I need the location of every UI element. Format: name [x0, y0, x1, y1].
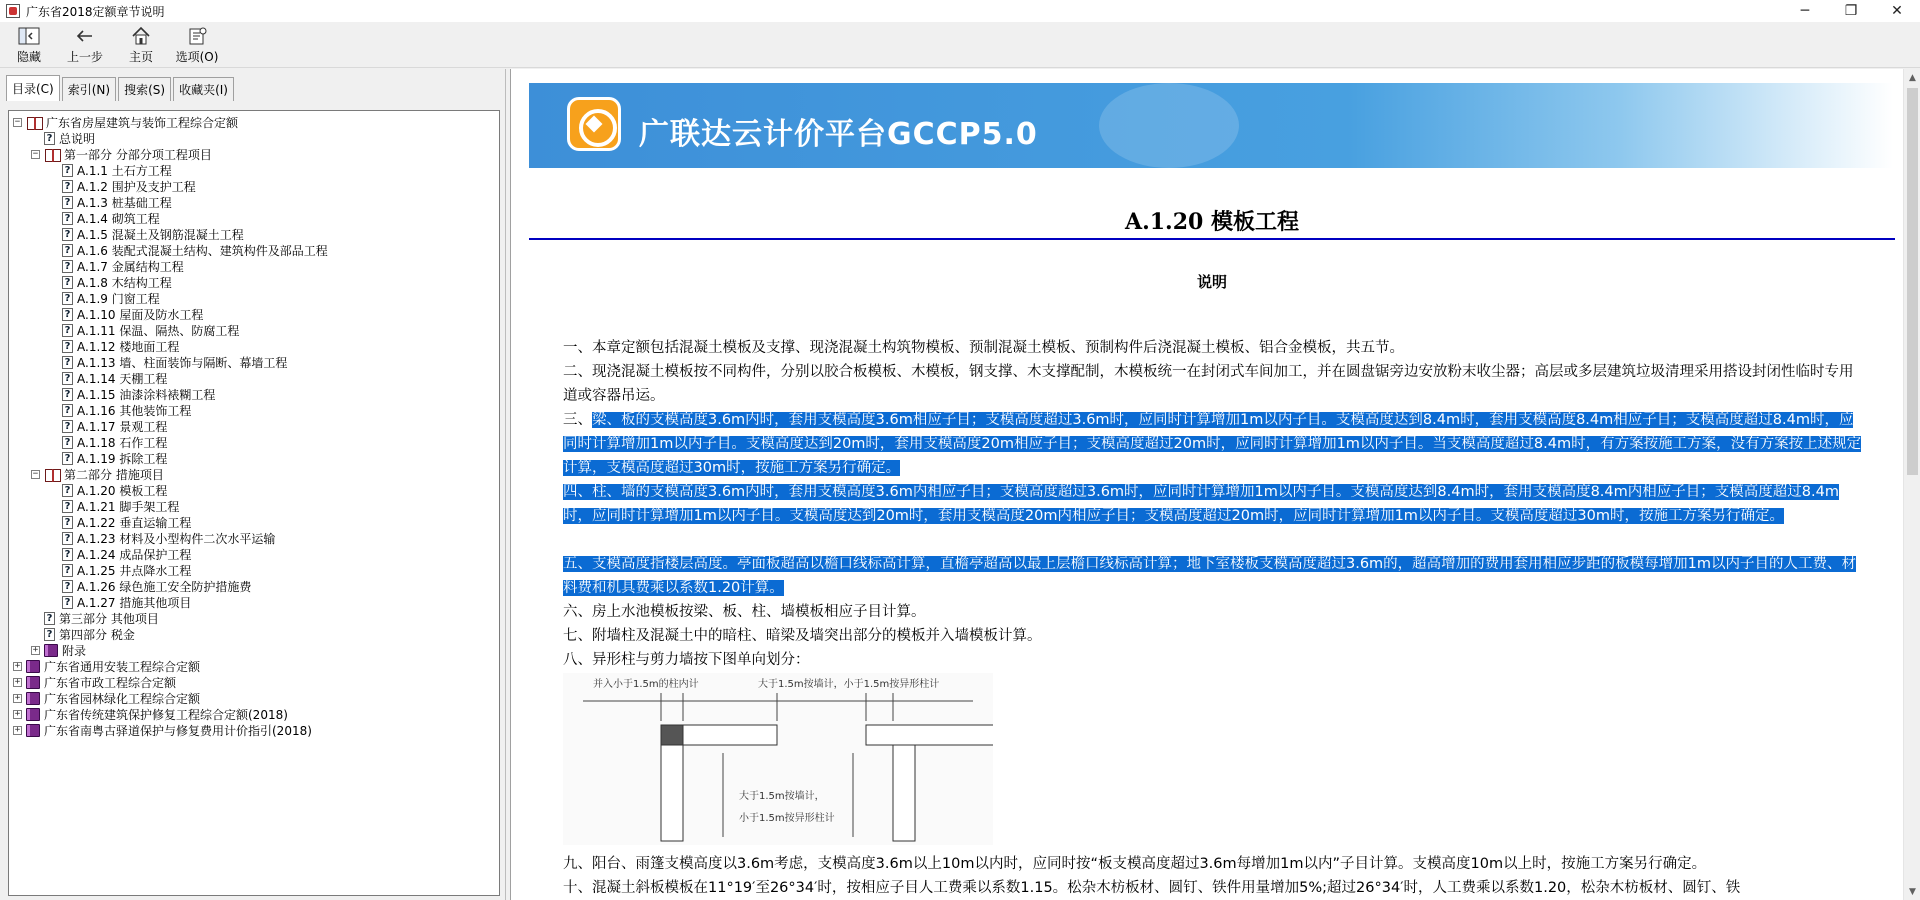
scroll-down-icon[interactable]: ▼: [1909, 886, 1916, 897]
help-topic-icon: ?: [62, 596, 73, 609]
diagram-label-a: 并入小于1.5m的柱内计: [593, 679, 699, 690]
paragraph-10: 十、混凝土斜板模板在11°19′至26°34′时，按相应子目人工费乘以系数1.15。松杂木枋板材、圆钉、铁件用量增加5%;超过26°34′时，人工费乘以系数1.20，松杂木枋板材、圆钉、铁: [563, 880, 1741, 896]
tree-item[interactable]: [9, 194, 499, 210]
tree-item-label: A.1.10 屋面及防水工程: [77, 307, 204, 322]
tree-item-label: A.1.17 景观工程: [77, 419, 168, 434]
tree-item[interactable]: [9, 546, 499, 562]
topic-content: [529, 83, 1903, 900]
tree-item-label: A.1.21 脚手架工程: [77, 499, 180, 514]
tree-item-label: A.1.25 井点降水工程: [77, 563, 192, 578]
topic-subheading: 说明: [1196, 273, 1227, 291]
tree-item[interactable]: [9, 498, 499, 514]
tree-item[interactable]: [9, 386, 499, 402]
tree-item[interactable]: [9, 450, 499, 466]
tree-item-label: A.1.3 桩基础工程: [77, 195, 172, 210]
column-wall-diagram: [563, 673, 993, 845]
back-arrow-icon: [74, 25, 96, 47]
tree-item[interactable]: [9, 402, 499, 418]
tree-item-label: A.1.16 其他装饰工程: [77, 403, 192, 418]
back-label: 上一步: [66, 50, 103, 64]
tree-item[interactable]: [9, 626, 499, 642]
paragraph-3-selected: 梁、板的支模高度3.6m内时，套用支模高度3.6m相应子目；支模高度超过3.6m时，应同时计算增加1m以内子目。支模高度达到8.4m时，套用支模高度8.4m相应子目；支模高度超过8.4m时，应同时计算增加1m以内子目。支模高度达到20m时，套用支模高度20m相应子目；支模高度超过20m时，应同时计算增加1m以内子目。当支模高度超过8.4m时，有方案按施工方案，没有方案按上述规定计算，支模高度超过30m时，按施工方案另行确定。: [563, 412, 1862, 476]
tree-item[interactable]: [9, 642, 499, 658]
help-topic-icon: ?: [62, 548, 73, 561]
tree-item-label: 广东省通用安装工程综合定额: [44, 659, 201, 674]
tree-item[interactable]: [9, 226, 499, 242]
tree-item[interactable]: [9, 578, 499, 594]
help-topic-icon: ?: [44, 612, 55, 625]
nav-tabs: [6, 77, 236, 101]
tree-item[interactable]: [9, 146, 499, 162]
topic-heading: A.1.20 模板工程: [1125, 209, 1299, 235]
open-book-icon: [26, 116, 42, 129]
closed-book-icon: [26, 660, 40, 673]
tree-item-label: A.1.2 围护及支护工程: [77, 179, 196, 194]
tree-item[interactable]: [9, 242, 499, 258]
vertical-scrollbar[interactable]: [1903, 69, 1920, 900]
help-topic-icon: ?: [62, 420, 73, 433]
help-topic-icon: ?: [62, 356, 73, 369]
options-label: 选项(O): [175, 50, 219, 64]
tree-item[interactable]: [9, 418, 499, 434]
tree-item-label: A.1.14 天棚工程: [77, 371, 168, 386]
toolbar: [0, 22, 1920, 68]
help-topic-icon: ?: [62, 500, 73, 513]
help-topic-icon: ?: [62, 308, 73, 321]
tree-item-label: 广东省市政工程综合定额: [44, 675, 177, 690]
expand-icon[interactable]: +: [14, 660, 21, 671]
help-topic-icon: ?: [62, 452, 73, 465]
tree-item[interactable]: [9, 562, 499, 578]
tree-item-label: 广东省房屋建筑与装饰工程综合定额: [46, 115, 239, 130]
tree-item-label: 总说明: [59, 131, 96, 146]
closed-book-icon: [26, 708, 40, 721]
tree-item[interactable]: [9, 114, 499, 130]
tree-item[interactable]: [9, 370, 499, 386]
help-topic-icon: ?: [62, 228, 73, 241]
tree-item-label: A.1.4 砌筑工程: [77, 211, 160, 226]
paragraph-4-selected: 四、柱、墙的支模高度3.6m内时，套用支模高度3.6m内相应子目；支模高度超过3.6m时，应同时计算增加1m以内子目。支模高度达到8.4m时，套用支模高度8.4m内相应子目；支模高度超过8.4m时，应同时计算增加1m以内子目。支模高度达到20m时，套用支模高度20m内相应子目；支模高度超过20m时，应同时计算增加1m以内子目。支模高度超过30m时，按施工方案另行确定。: [563, 484, 1839, 524]
tree-item[interactable]: [9, 210, 499, 226]
options-icon: [186, 25, 208, 47]
tree-item-label: 广东省传统建筑保护修复工程综合定额(2018): [44, 707, 288, 722]
help-topic-icon: ?: [62, 388, 73, 401]
close-button[interactable]: ✕: [1891, 3, 1903, 19]
help-topic-icon: ?: [62, 484, 73, 497]
help-topic-icon: ?: [62, 580, 73, 593]
title-bar: [0, 0, 1920, 22]
contents-tree: [8, 110, 500, 896]
paragraph-7: 七、附墙柱及混凝土中的暗柱、暗梁及墙突出部分的模板并入墙模板计算。: [563, 628, 1042, 644]
help-topic-icon: ?: [62, 276, 73, 289]
diagram-label-c: 大于1.5m按墙计，: [739, 791, 825, 802]
closed-book-icon: [26, 724, 40, 737]
paragraph-5: [563, 552, 1865, 600]
help-topic-icon: ?: [62, 180, 73, 193]
tree-item[interactable]: [9, 722, 499, 738]
tree-item[interactable]: [9, 162, 499, 178]
tree-item-label: 广东省南粤古驿道保护与修复费用计价指引(2018): [44, 723, 312, 738]
tree-item[interactable]: [9, 290, 499, 306]
tab-index[interactable]: 索引(N): [62, 77, 116, 101]
help-topic-icon: ?: [62, 164, 73, 177]
tree-item-label: A.1.18 石作工程: [77, 435, 168, 450]
expand-icon[interactable]: +: [14, 724, 21, 735]
options-button[interactable]: [174, 22, 220, 65]
tree-item-label: A.1.6 装配式混凝土结构、建筑构件及部品工程: [77, 243, 328, 258]
paragraph-3-number: 三、: [563, 412, 592, 428]
help-topic-icon: ?: [44, 132, 55, 145]
help-topic-icon: ?: [62, 564, 73, 577]
paragraph-3: [563, 408, 1865, 480]
tab-favorites[interactable]: 收藏夹(I): [173, 77, 234, 101]
tree-item-label: A.1.15 油漆涂料裱糊工程: [77, 387, 216, 402]
home-icon: [130, 25, 152, 47]
tab-search[interactable]: 搜索(S): [118, 77, 171, 101]
collapse-icon[interactable]: −: [32, 468, 39, 479]
collapse-icon[interactable]: −: [14, 116, 21, 127]
diagram-label-b: 大于1.5m按墙计，小于1.5m按异形柱计: [758, 679, 940, 690]
minimize-button[interactable]: ─: [1800, 3, 1810, 19]
home-label: 主页: [128, 50, 153, 64]
collapse-icon[interactable]: −: [32, 148, 39, 159]
tree-item[interactable]: [9, 258, 499, 274]
tree-item-label: A.1.7 金属结构工程: [77, 259, 184, 274]
tree-item[interactable]: [9, 706, 499, 722]
tree-item-label: A.1.1 土石方工程: [77, 163, 172, 178]
help-topic-icon: ?: [62, 324, 73, 337]
tree-item-label: A.1.23 材料及小型构件二次水平运输: [77, 531, 276, 546]
paragraph-8: 八、异形柱与剪力墙按下图单向划分：: [563, 652, 810, 668]
expand-icon[interactable]: +: [32, 644, 39, 655]
help-topic-icon: ?: [62, 260, 73, 273]
tree-item[interactable]: [9, 338, 499, 354]
help-topic-icon: ?: [62, 212, 73, 225]
help-topic-icon: ?: [62, 340, 73, 353]
app-icon: [6, 4, 20, 18]
open-book-icon: [44, 468, 60, 481]
hide-icon: [18, 25, 40, 47]
tree-item-label: A.1.11 保温、隔热、防腐工程: [77, 323, 240, 338]
tree-item-label: 第二部分 措施项目: [64, 467, 164, 482]
closed-book-icon: [44, 644, 58, 657]
topic-pane: [510, 69, 1920, 900]
help-topic-icon: ?: [62, 404, 73, 417]
tree-item-label: A.1.20 模板工程: [77, 483, 168, 498]
paragraph-4: [563, 480, 1865, 528]
tree-item[interactable]: [9, 130, 499, 146]
tree-item-label: 第一部分 分部分项工程项目: [64, 147, 212, 162]
tree-item-label: 广东省园林绿化工程综合定额: [44, 691, 201, 706]
tree-item[interactable]: [9, 434, 499, 450]
scroll-thumb[interactable]: [1907, 88, 1918, 475]
tree-item-label: A.1.22 垂直运输工程: [77, 515, 192, 530]
tree-item[interactable]: [9, 178, 499, 194]
back-button[interactable]: [62, 22, 108, 65]
tab-contents[interactable]: 目录(C): [6, 75, 60, 101]
tree-item-label: A.1.24 成品保护工程: [77, 547, 192, 562]
scroll-up-icon[interactable]: ▲: [1909, 72, 1916, 83]
help-topic-icon: ?: [62, 532, 73, 545]
tree-item-label: A.1.5 混凝土及钢筋混凝土工程: [77, 227, 244, 242]
heading-divider: [529, 238, 1895, 240]
tree-item-label: A.1.13 墙、柱面装饰与隔断、幕墙工程: [77, 355, 288, 370]
product-banner: [529, 83, 1893, 168]
paragraph-1: 一、本章定额包括混凝土模板及支撑、现浇混凝土构筑物模板、预制混凝土模板、预制构件后浇混凝土模板、铝合金模板，共五节。: [563, 340, 1404, 356]
tree-item-label: 第三部分 其他项目: [59, 611, 159, 626]
paragraph-2: 二、现浇混凝土模板按不同构件，分别以胶合板模板、木模板，钢支撑、木支撑配制，木模板统一在封闭式车间加工，并在圆盘锯旁边安放粉末收尘器；高层或多层建筑垃圾清理采用搭设封闭性临时专用道或容器吊运。: [563, 364, 1854, 404]
navigation-pane: [0, 69, 506, 900]
tree-item-label: A.1.26 绿色施工安全防护措施费: [77, 579, 252, 594]
tree-item[interactable]: [9, 514, 499, 530]
tree-item[interactable]: [9, 322, 499, 338]
tree-item[interactable]: [9, 274, 499, 290]
hide-button[interactable]: [6, 22, 52, 65]
closed-book-icon: [26, 676, 40, 689]
help-topic-icon: ?: [44, 628, 55, 641]
open-book-icon: [44, 148, 60, 161]
tree-item[interactable]: [9, 690, 499, 706]
tree-item[interactable]: [9, 674, 499, 690]
tree-item[interactable]: [9, 306, 499, 322]
restore-button[interactable]: ❐: [1844, 3, 1858, 19]
tree-item[interactable]: [9, 354, 499, 370]
help-topic-icon: ?: [62, 436, 73, 449]
paragraph-9: 九、阳台、雨篷支模高度以3.6m考虑，支模高度3.6m以上10m以内时，应同时按“板支模高度超过3.6m每增加1m以内”子目计算。支模高度10m以上时，按施工方案另行确定。: [563, 856, 1707, 872]
expand-icon[interactable]: +: [14, 692, 21, 703]
banner-decoration: [1099, 83, 1239, 168]
tree-item[interactable]: [9, 658, 499, 674]
tree-item-label: A.1.8 木结构工程: [77, 275, 172, 290]
tree-item[interactable]: [9, 594, 499, 610]
tree-item-label: A.1.27 措施其他项目: [77, 595, 192, 610]
tree-item[interactable]: [9, 466, 499, 482]
tree-item[interactable]: [9, 482, 499, 498]
expand-icon[interactable]: +: [14, 676, 21, 687]
hide-label: 隐藏: [16, 50, 41, 64]
tree-item-label: A.1.19 拆除工程: [77, 451, 168, 466]
window-title: 广东省2018定额章节说明: [26, 4, 165, 19]
tree-item[interactable]: [9, 610, 499, 626]
banner-title: 广联达云计价平台GCCP5.0: [639, 117, 1038, 152]
paragraph-5-selected: 五、支模高度指楼层高度。亭面板超高以檐口线标高计算，直檐亭超高以最上层檐口线标高计算；地下室楼板支模高度超过3.6m的，超高增加的费用套用相应步距的板模每增加1m以内子目的人工费、材料费和机具费乘以系数1.20计算。: [563, 556, 1857, 596]
diagram-label-d: 小于1.5m按异形柱计: [739, 813, 835, 824]
tree-item[interactable]: [9, 530, 499, 546]
closed-book-icon: [26, 692, 40, 705]
gclouds-logo-icon: [567, 97, 621, 151]
home-button[interactable]: [118, 22, 164, 65]
expand-icon[interactable]: +: [14, 708, 21, 719]
help-topic-icon: ?: [62, 372, 73, 385]
help-topic-icon: ?: [62, 244, 73, 257]
tree-item-label: A.1.12 楼地面工程: [77, 339, 180, 354]
help-topic-icon: ?: [62, 196, 73, 209]
help-topic-icon: ?: [62, 292, 73, 305]
help-topic-icon: ?: [62, 516, 73, 529]
tree-item-label: 第四部分 税金: [59, 627, 135, 642]
tree-item-label: A.1.9 门窗工程: [77, 291, 160, 306]
tree-item-label: 附录: [62, 643, 87, 658]
paragraph-6: 六、房上水池模板按梁、板、柱、墙模板相应子目计算。: [563, 604, 926, 620]
